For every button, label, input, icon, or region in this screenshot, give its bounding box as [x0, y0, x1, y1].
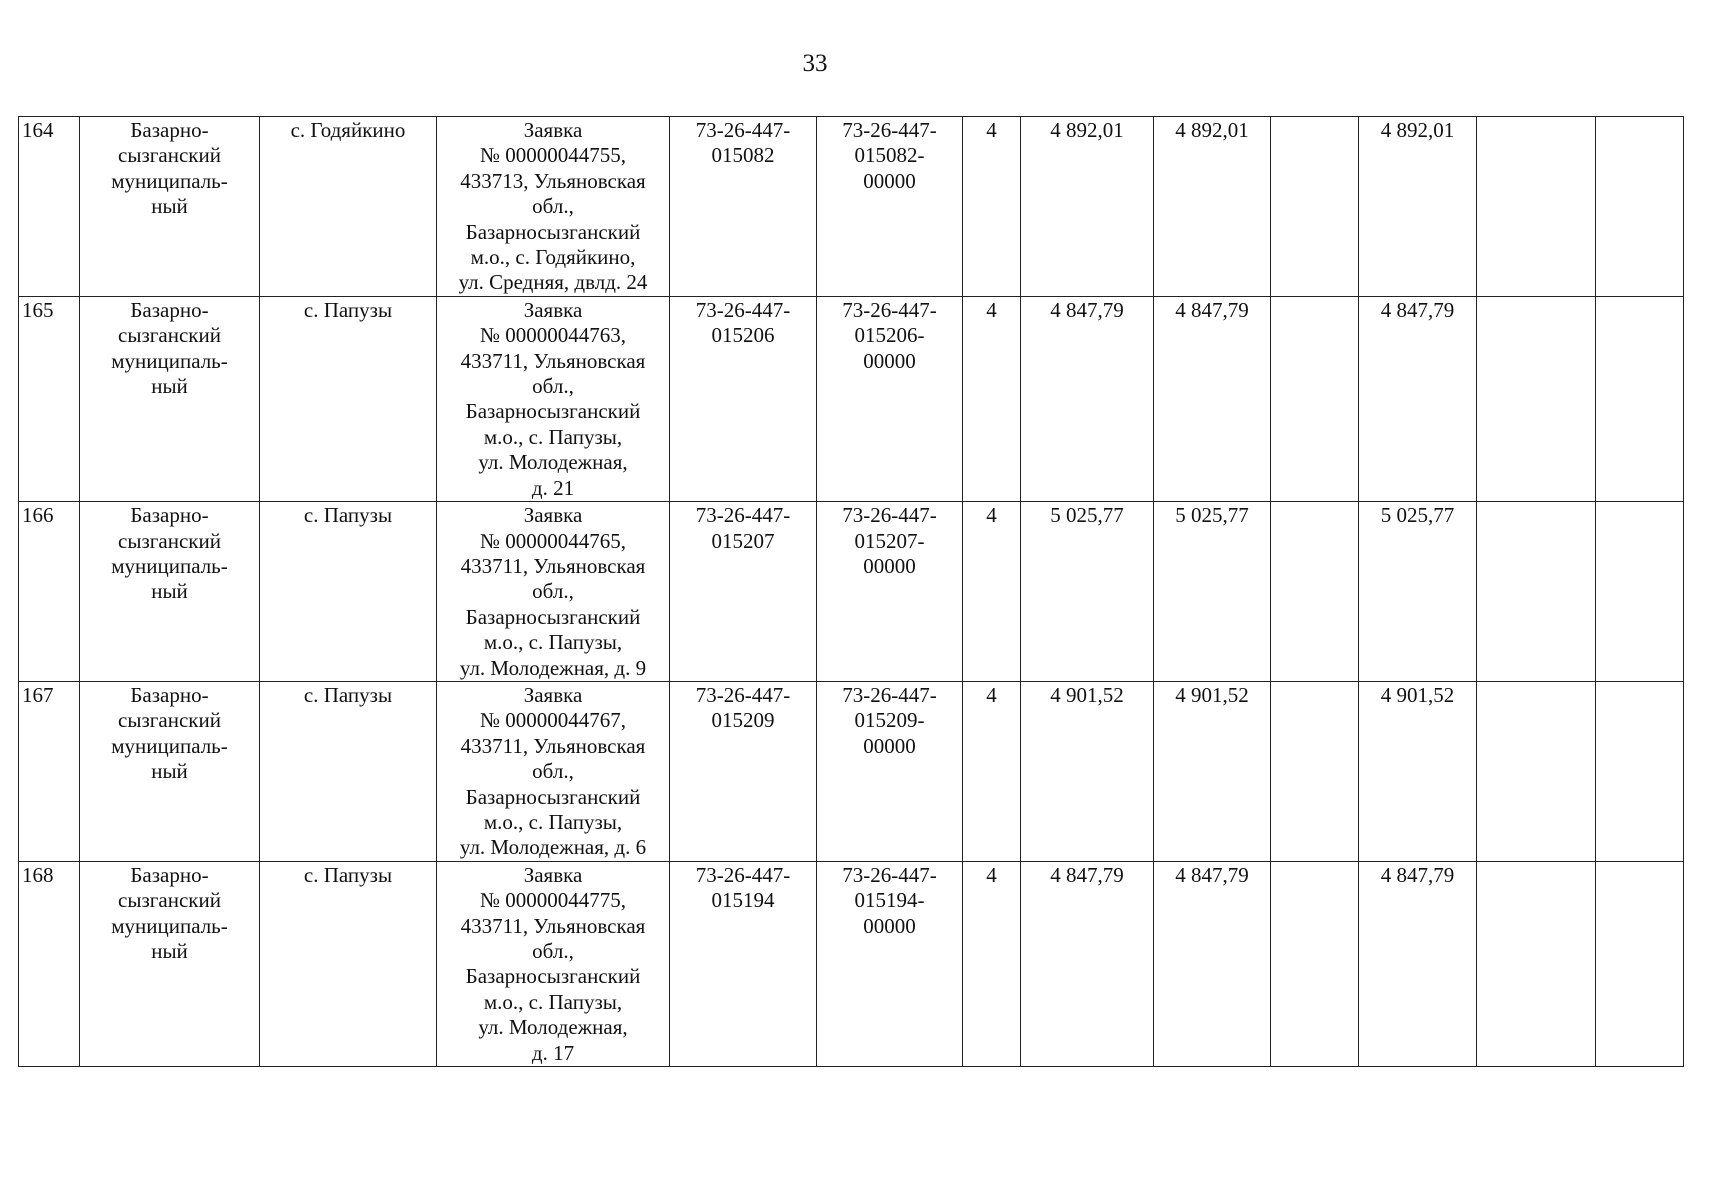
row-number-cell: [19, 296, 80, 501]
settlement-text: с. Папузы: [303, 297, 393, 322]
quantity-cell: [963, 681, 1021, 861]
full-code-text: 73-26-447- 015209- 00000: [842, 682, 937, 758]
amount-2-text: 5 025,77: [1175, 503, 1249, 528]
settlement-cell: [260, 502, 437, 682]
column-13-cell: [1596, 117, 1684, 297]
settlement-text: с. Папузы: [303, 682, 393, 707]
amount-1-text: 4 892,01: [1050, 118, 1124, 142]
amount-2-cell: [1154, 117, 1271, 297]
amount-4-cell: [1359, 117, 1477, 297]
district-text: Базарно- сызганский муниципаль- ный: [111, 503, 228, 604]
amount-2-cell: [1154, 296, 1271, 501]
code-cell: [670, 296, 817, 501]
code-cell: [670, 861, 817, 1066]
table-row: [19, 681, 1684, 861]
application-cell: [437, 117, 670, 297]
quantity-cell: [963, 502, 1021, 682]
full-code-cell: [817, 117, 963, 297]
amount-1-cell: [1021, 861, 1154, 1066]
amount-1-cell: [1021, 502, 1154, 682]
district-text: Базарно- сызганский муниципаль- ный: [111, 862, 228, 963]
amount-2-cell: [1154, 861, 1271, 1066]
district-cell: [80, 502, 260, 682]
amount-4-cell: [1359, 681, 1477, 861]
quantity-text: 4: [986, 682, 997, 707]
row-number-text: 165: [22, 297, 54, 322]
application-text: Заявка № 00000044765, 433711, Ульяновская обл., Базарносызганский м.о., с. Папузы, ул. Молодежная, д. 9: [459, 503, 647, 680]
amount-4-text: 4 901,52: [1380, 682, 1455, 707]
amount-1-text: 4 847,79: [1050, 862, 1124, 887]
amount-3-cell: [1271, 681, 1359, 861]
district-cell: [80, 117, 260, 297]
column-13-cell: [1596, 296, 1684, 501]
table-row: [19, 117, 1684, 297]
application-cell: [437, 296, 670, 501]
settlement-cell: [260, 861, 437, 1066]
full-code-text: 73-26-447- 015082- 00000: [842, 118, 937, 193]
full-code-cell: [817, 296, 963, 501]
column-13-cell: [1596, 502, 1684, 682]
table-row: [19, 502, 1684, 682]
row-number-cell: [19, 681, 80, 861]
code-text: 73-26-447- 015194: [695, 862, 791, 913]
amount-2-cell: [1154, 681, 1271, 861]
amount-4-cell: [1359, 296, 1477, 501]
row-number-text: 164: [22, 118, 54, 142]
code-cell: [670, 117, 817, 297]
amount-2-cell: [1154, 502, 1271, 682]
district-cell: [80, 681, 260, 861]
row-number-cell: [19, 502, 80, 682]
settlement-text: с. Годяйкино: [290, 118, 406, 142]
column-12-cell: [1477, 681, 1596, 861]
full-code-cell: [817, 861, 963, 1066]
district-cell: [80, 861, 260, 1066]
settlement-cell: [260, 117, 437, 297]
column-13-cell: [1596, 861, 1684, 1066]
registry-table: [18, 116, 1684, 1067]
district-text: Базарно- сызганский муниципаль- ный: [111, 297, 228, 399]
application-text: Заявка № 00000044767, 433711, Ульяновская обл., Базарносызганский м.о., с. Папузы, ул. Молодежная, д. 6: [459, 682, 647, 860]
amount-4-text: 5 025,77: [1380, 503, 1455, 528]
amount-2-text: 4 847,79: [1175, 862, 1249, 887]
code-text: 73-26-447- 015206: [695, 297, 791, 348]
amount-2-text: 4 892,01: [1175, 118, 1249, 142]
row-number-text: 168: [22, 862, 54, 887]
column-13-cell: [1596, 681, 1684, 861]
row-number-cell: [19, 861, 80, 1066]
full-code-cell: [817, 502, 963, 682]
application-cell: [437, 861, 670, 1066]
code-cell: [670, 681, 817, 861]
full-code-cell: [817, 681, 963, 861]
amount-1-cell: [1021, 117, 1154, 297]
amount-1-text: 5 025,77: [1050, 503, 1124, 528]
amount-3-cell: [1271, 296, 1359, 501]
row-number-text: 167: [22, 682, 54, 707]
quantity-text: 4: [986, 297, 997, 322]
amount-4-cell: [1359, 861, 1477, 1066]
row-number-cell: [19, 117, 80, 297]
full-code-text: 73-26-447- 015194- 00000: [842, 862, 937, 938]
amount-1-cell: [1021, 296, 1154, 501]
quantity-text: 4: [986, 862, 997, 887]
settlement-text: с. Папузы: [303, 862, 393, 887]
amount-4-text: 4 847,79: [1380, 862, 1455, 887]
column-12-cell: [1477, 296, 1596, 501]
row-number-text: 166: [22, 503, 54, 528]
settlement-cell: [260, 681, 437, 861]
column-12-cell: [1477, 502, 1596, 682]
amount-4-text: 4 847,79: [1380, 297, 1455, 322]
settlement-cell: [260, 296, 437, 501]
amount-3-cell: [1271, 117, 1359, 297]
amount-2-text: 4 901,52: [1175, 682, 1249, 707]
district-text: Базарно- сызганский муниципаль- ный: [111, 118, 228, 219]
full-code-text: 73-26-447- 015207- 00000: [842, 503, 937, 578]
code-text: 73-26-447- 015082: [695, 118, 791, 168]
page-number: 33: [802, 50, 828, 77]
amount-1-text: 4 847,79: [1050, 297, 1124, 322]
application-cell: [437, 681, 670, 861]
table-row: [19, 861, 1684, 1066]
quantity-cell: [963, 117, 1021, 297]
amount-1-cell: [1021, 681, 1154, 861]
application-text: Заявка № 00000044763, 433711, Ульяновская обл., Базарносызганский м.о., с. Папузы, ул. Молодежная, д. 21: [460, 297, 646, 500]
amount-4-cell: [1359, 502, 1477, 682]
quantity-text: 4: [986, 118, 997, 142]
table-row: [19, 296, 1684, 501]
quantity-cell: [963, 296, 1021, 501]
code-text: 73-26-447- 015207: [695, 503, 791, 553]
code-cell: [670, 502, 817, 682]
column-12-cell: [1477, 117, 1596, 297]
settlement-text: с. Папузы: [303, 503, 393, 528]
application-cell: [437, 502, 670, 682]
district-text: Базарно- сызганский муниципаль- ный: [111, 682, 228, 784]
quantity-text: 4: [986, 503, 997, 528]
amount-3-cell: [1271, 861, 1359, 1066]
full-code-text: 73-26-447- 015206- 00000: [842, 297, 937, 373]
code-text: 73-26-447- 015209: [695, 682, 791, 733]
quantity-cell: [963, 861, 1021, 1066]
column-12-cell: [1477, 861, 1596, 1066]
amount-4-text: 4 892,01: [1380, 118, 1455, 142]
amount-1-text: 4 901,52: [1050, 682, 1124, 707]
amount-2-text: 4 847,79: [1175, 297, 1249, 322]
district-cell: [80, 296, 260, 501]
amount-3-cell: [1271, 502, 1359, 682]
application-text: Заявка № 00000044775, 433711, Ульяновская обл., Базарносызганский м.о., с. Папузы, ул. Молодежная, д. 17: [460, 862, 646, 1065]
application-text: Заявка № 00000044755, 433713, Ульяновская обл., Базарносызганский м.о., с. Годяйкино, ул. Средняя, двлд. 24: [458, 118, 648, 295]
